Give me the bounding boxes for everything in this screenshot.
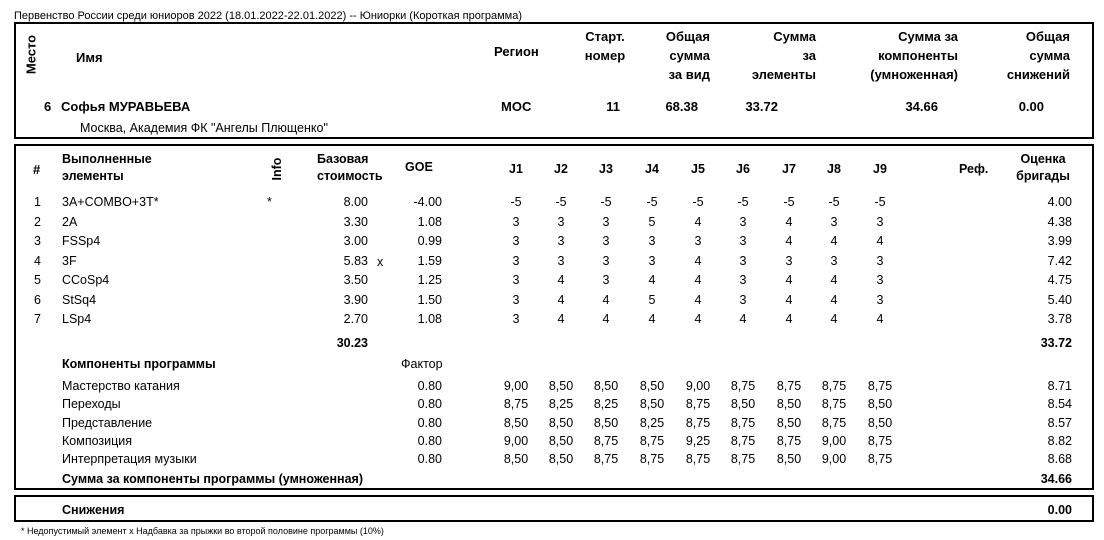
judge-header: J2 bbox=[554, 162, 568, 176]
factor-header: Фактор bbox=[401, 357, 443, 371]
component-judge-score: 8,50 bbox=[776, 452, 802, 467]
element-number: 5 bbox=[34, 273, 41, 287]
component-judge-score: 8,25 bbox=[593, 397, 619, 412]
element-number: 7 bbox=[34, 312, 41, 326]
element-judge-score: 3 bbox=[512, 292, 520, 307]
element-judge-score: 3 bbox=[648, 253, 656, 268]
component-judge-score: 8,75 bbox=[593, 452, 619, 467]
element-judge-score: 4 bbox=[830, 312, 838, 326]
components-sum-label: Сумма за компоненты программы (умноженная) bbox=[62, 472, 363, 486]
element-judge-score: 3 bbox=[602, 273, 610, 287]
skater-club: Москва, Академия ФК "Ангелы Плющенко" bbox=[80, 121, 328, 135]
component-judge-score: 8,75 bbox=[867, 379, 893, 393]
element-base-value: 3.30 bbox=[343, 214, 368, 229]
judge-header: J1 bbox=[509, 162, 523, 176]
element-judge-score: 3 bbox=[557, 234, 565, 248]
element-panel-score: 3.78 bbox=[1047, 312, 1072, 326]
component-name: Интерпретация музыки bbox=[62, 452, 197, 467]
element-judge-score: 3 bbox=[739, 253, 747, 268]
element-judge-score: 3 bbox=[876, 253, 884, 268]
component-judge-score: 8,50 bbox=[639, 397, 665, 412]
element-judge-score: 4 bbox=[876, 234, 884, 248]
element-judge-score: -5 bbox=[555, 195, 567, 209]
component-score: 8.71 bbox=[1047, 379, 1072, 393]
element-goe: 1.08 bbox=[417, 214, 442, 229]
deductions-header: Общая сумма снижений bbox=[1006, 29, 1070, 82]
component-judge-score: 8,50 bbox=[593, 379, 619, 393]
component-judge-score: 8,50 bbox=[776, 415, 802, 430]
element-judge-score: 4 bbox=[694, 214, 702, 229]
element-judge-score: 4 bbox=[830, 234, 838, 248]
component-judge-score: 8,75 bbox=[776, 379, 802, 393]
component-factor: 0.80 bbox=[417, 415, 442, 430]
component-judge-score: 8,75 bbox=[821, 397, 847, 412]
component-judge-score: 8,75 bbox=[821, 379, 847, 393]
total-score-header: Общая сумма за вид bbox=[665, 29, 710, 82]
element-judge-score: 4 bbox=[739, 312, 747, 326]
element-name: 2A bbox=[62, 214, 78, 229]
component-judge-score: 8,75 bbox=[867, 433, 893, 448]
element-judge-score: -5 bbox=[646, 195, 658, 209]
element-judge-score: -5 bbox=[737, 195, 749, 209]
element-panel-score: 3.99 bbox=[1047, 234, 1072, 248]
skater-region: МОС bbox=[501, 99, 532, 114]
component-judge-score: 8,50 bbox=[548, 452, 574, 467]
component-judge-score: 8,50 bbox=[503, 452, 529, 467]
component-judge-score: 8,50 bbox=[503, 415, 529, 430]
element-panel-score: 7.42 bbox=[1047, 253, 1072, 268]
component-judge-score: 9,00 bbox=[685, 379, 711, 393]
element-name: StSq4 bbox=[62, 292, 97, 307]
component-factor: 0.80 bbox=[417, 433, 442, 448]
component-name: Мастерство катания bbox=[62, 379, 180, 393]
element-number: 3 bbox=[34, 234, 41, 248]
element-judge-score: 3 bbox=[512, 253, 520, 268]
component-factor: 0.80 bbox=[417, 379, 442, 393]
element-judge-score: 4 bbox=[785, 273, 793, 287]
element-judge-score: 4 bbox=[557, 273, 565, 287]
element-number: 1 bbox=[34, 195, 41, 209]
component-judge-score: 8,75 bbox=[593, 433, 619, 448]
element-judge-score: 4 bbox=[830, 292, 838, 307]
element-judge-score: 3 bbox=[876, 273, 884, 287]
element-judge-score: 3 bbox=[602, 234, 610, 248]
element-name: 3F bbox=[62, 253, 77, 268]
element-judge-score: 3 bbox=[830, 214, 838, 229]
judge-header: J6 bbox=[736, 162, 750, 176]
executed-elements-header: Выполненные элементы bbox=[62, 152, 152, 183]
element-judge-score: 3 bbox=[557, 214, 565, 229]
element-judge-score: 3 bbox=[739, 273, 747, 287]
element-judge-score: 4 bbox=[785, 234, 793, 248]
element-judge-score: 4 bbox=[785, 214, 793, 229]
element-goe: 0.99 bbox=[417, 234, 442, 248]
element-judge-score: 3 bbox=[830, 253, 838, 268]
component-judge-score: 8,50 bbox=[867, 415, 893, 430]
element-base-value: 2.70 bbox=[343, 312, 368, 326]
element-goe: 1.59 bbox=[417, 253, 442, 268]
skater-total-score: 68.38 bbox=[665, 99, 698, 114]
event-title: Первенство России среди юниоров 2022 (18.01.2022-22.01.2022) -- Юниорки (Короткая программа) bbox=[14, 10, 523, 22]
components-sum: 34.66 bbox=[1040, 472, 1072, 486]
components-title: Компоненты программы bbox=[62, 357, 216, 371]
component-judge-score: 8,50 bbox=[548, 415, 574, 430]
place-header: Место bbox=[23, 34, 39, 75]
element-judge-score: 3 bbox=[648, 234, 656, 248]
component-name: Композиция bbox=[62, 433, 133, 448]
component-score: 8.82 bbox=[1047, 433, 1072, 448]
component-judge-score: 8,75 bbox=[821, 415, 847, 430]
element-judge-score: 3 bbox=[739, 234, 747, 248]
element-judge-score: 4 bbox=[876, 312, 884, 326]
panel-score-header: Оценка бригады bbox=[1016, 152, 1070, 183]
element-judge-score: 4 bbox=[694, 273, 702, 287]
component-judge-score: 8,50 bbox=[776, 397, 802, 412]
component-name: Переходы bbox=[62, 397, 121, 412]
component-judge-score: 9,00 bbox=[821, 433, 847, 448]
component-judge-score: 8,75 bbox=[730, 452, 756, 467]
judge-header: J5 bbox=[691, 162, 705, 176]
skater-deductions: 0.00 bbox=[1018, 99, 1044, 114]
referee-header: Реф. bbox=[959, 162, 989, 176]
elements-score-total: 33.72 bbox=[1040, 336, 1072, 350]
element-judge-score: 3 bbox=[739, 214, 747, 229]
element-goe: 1.25 bbox=[417, 273, 442, 287]
skater-start-number: 11 bbox=[606, 99, 620, 114]
base-value-header: Базовая стоимость bbox=[317, 152, 383, 183]
element-judge-score: 3 bbox=[512, 273, 520, 287]
goe-header: GOE bbox=[405, 160, 433, 174]
component-factor: 0.80 bbox=[417, 397, 442, 412]
scores-box bbox=[14, 144, 1094, 490]
judge-header: J9 bbox=[873, 162, 887, 176]
element-judge-score: 5 bbox=[648, 214, 656, 229]
element-panel-score: 4.75 bbox=[1047, 273, 1072, 287]
judge-header: J3 bbox=[599, 162, 613, 176]
element-name: LSp4 bbox=[62, 312, 92, 326]
component-judge-score: 8,50 bbox=[548, 379, 574, 393]
component-judge-score: 8,50 bbox=[867, 397, 893, 412]
component-judge-score: 9,00 bbox=[503, 379, 529, 393]
component-score: 8.54 bbox=[1047, 397, 1072, 412]
element-goe: 1.50 bbox=[417, 292, 442, 307]
info-header: Info bbox=[270, 157, 284, 181]
deductions-label: Снижения bbox=[62, 503, 125, 517]
element-number: 6 bbox=[34, 292, 41, 307]
component-score: 8.68 bbox=[1047, 452, 1072, 467]
component-judge-score: 8,50 bbox=[548, 433, 574, 448]
element-judge-score: -5 bbox=[510, 195, 522, 209]
region-header: Регион bbox=[494, 44, 539, 59]
start-number-header: Старт. номер bbox=[584, 29, 626, 63]
element-goe: -4.00 bbox=[413, 195, 442, 209]
component-judge-score: 8,75 bbox=[639, 452, 665, 467]
element-judge-score: -5 bbox=[600, 195, 612, 209]
element-judge-score: 4 bbox=[694, 253, 702, 268]
element-info: * bbox=[267, 195, 272, 209]
component-judge-score: 8,75 bbox=[730, 433, 756, 448]
component-judge-score: 8,75 bbox=[685, 415, 711, 430]
element-judge-score: -5 bbox=[874, 195, 886, 209]
element-bonus-mark: x bbox=[377, 254, 384, 269]
element-judge-score: 3 bbox=[876, 292, 884, 307]
element-number: 2 bbox=[34, 214, 41, 229]
element-judge-score: 4 bbox=[830, 273, 838, 287]
component-judge-score: 8,50 bbox=[639, 379, 665, 393]
element-panel-score: 4.00 bbox=[1047, 195, 1072, 209]
element-name: FSSp4 bbox=[62, 234, 101, 248]
element-judge-score: 4 bbox=[602, 292, 610, 307]
element-judge-score: 4 bbox=[694, 292, 702, 307]
skater-elements-score: 33.72 bbox=[745, 99, 778, 114]
component-judge-score: 8,75 bbox=[776, 433, 802, 448]
element-judge-score: 4 bbox=[785, 312, 793, 326]
element-judge-score: 3 bbox=[512, 234, 520, 248]
component-judge-score: 8,75 bbox=[730, 415, 756, 430]
element-judge-score: 3 bbox=[557, 253, 565, 268]
element-base-value: 3.90 bbox=[343, 292, 368, 307]
element-judge-score: 3 bbox=[739, 292, 747, 307]
element-base-value: 3.00 bbox=[343, 234, 368, 248]
component-judge-score: 8,25 bbox=[548, 397, 574, 412]
component-judge-score: 9,00 bbox=[503, 433, 529, 448]
element-number-header: # bbox=[33, 162, 41, 177]
component-judge-score: 8,75 bbox=[685, 397, 711, 412]
element-judge-score: 4 bbox=[648, 273, 656, 287]
deductions-box bbox=[14, 495, 1094, 522]
element-judge-score: 3 bbox=[785, 253, 793, 268]
component-factor: 0.80 bbox=[417, 452, 442, 467]
element-judge-score: 4 bbox=[602, 312, 610, 326]
footnote: * Недопустимый элемент x Надбавка за прыжки во второй половине программы (10%) bbox=[21, 526, 384, 536]
element-base-value: 5.83 bbox=[343, 253, 368, 268]
element-base-value: 8.00 bbox=[343, 195, 368, 209]
element-judge-score: -5 bbox=[783, 195, 795, 209]
component-judge-score: 8,50 bbox=[730, 397, 756, 412]
element-goe: 1.08 bbox=[417, 312, 442, 326]
deductions-value: 0.00 bbox=[1047, 503, 1072, 517]
component-judge-score: 8,25 bbox=[639, 415, 665, 430]
element-judge-score: 4 bbox=[694, 312, 702, 326]
component-judge-score: 8,75 bbox=[730, 379, 756, 393]
component-judge-score: 8,75 bbox=[503, 397, 529, 412]
element-name: 3A+COMBO+3T* bbox=[62, 195, 159, 209]
component-score: 8.57 bbox=[1047, 415, 1072, 430]
component-judge-score: 9,25 bbox=[685, 433, 711, 448]
judge-header: J8 bbox=[827, 162, 841, 176]
skater-summary-box bbox=[14, 22, 1094, 139]
component-judge-score: 8,75 bbox=[867, 452, 893, 467]
element-judge-score: 3 bbox=[602, 253, 610, 268]
element-judge-score: 4 bbox=[557, 292, 565, 307]
element-judge-score: 3 bbox=[694, 234, 702, 248]
component-judge-score: 8,75 bbox=[685, 452, 711, 467]
component-name: Представление bbox=[62, 415, 153, 430]
elements-score-header: Сумма за элементы bbox=[751, 29, 816, 82]
skater-name: Софья МУРАВЬЕВА bbox=[61, 99, 191, 114]
judge-header: J4 bbox=[645, 162, 659, 176]
element-panel-score: 5.40 bbox=[1047, 292, 1072, 307]
elements-base-total: 30.23 bbox=[336, 336, 368, 350]
element-judge-score: 5 bbox=[648, 292, 656, 307]
component-judge-score: 8,50 bbox=[593, 415, 619, 430]
element-judge-score: 4 bbox=[785, 292, 793, 307]
element-judge-score: 3 bbox=[512, 214, 520, 229]
element-judge-score: 4 bbox=[648, 312, 656, 326]
component-judge-score: 8,75 bbox=[639, 433, 665, 448]
element-judge-score: 4 bbox=[557, 312, 565, 326]
element-name: CCoSp4 bbox=[62, 273, 110, 287]
judge-header: J7 bbox=[782, 162, 796, 176]
element-judge-score: 3 bbox=[876, 214, 884, 229]
element-number: 4 bbox=[34, 253, 41, 268]
element-panel-score: 4.38 bbox=[1047, 214, 1072, 229]
name-header: Имя bbox=[76, 50, 103, 65]
components-score-header: Сумма за компоненты (умноженная) bbox=[870, 29, 958, 82]
skater-place: 6 bbox=[44, 99, 52, 114]
skater-components-score: 34.66 bbox=[905, 99, 938, 114]
element-base-value: 3.50 bbox=[343, 273, 368, 287]
element-judge-score: 3 bbox=[602, 214, 610, 229]
component-judge-score: 9,00 bbox=[821, 452, 847, 467]
element-judge-score: -5 bbox=[828, 195, 840, 209]
element-judge-score: -5 bbox=[692, 195, 704, 209]
element-judge-score: 3 bbox=[512, 312, 520, 326]
